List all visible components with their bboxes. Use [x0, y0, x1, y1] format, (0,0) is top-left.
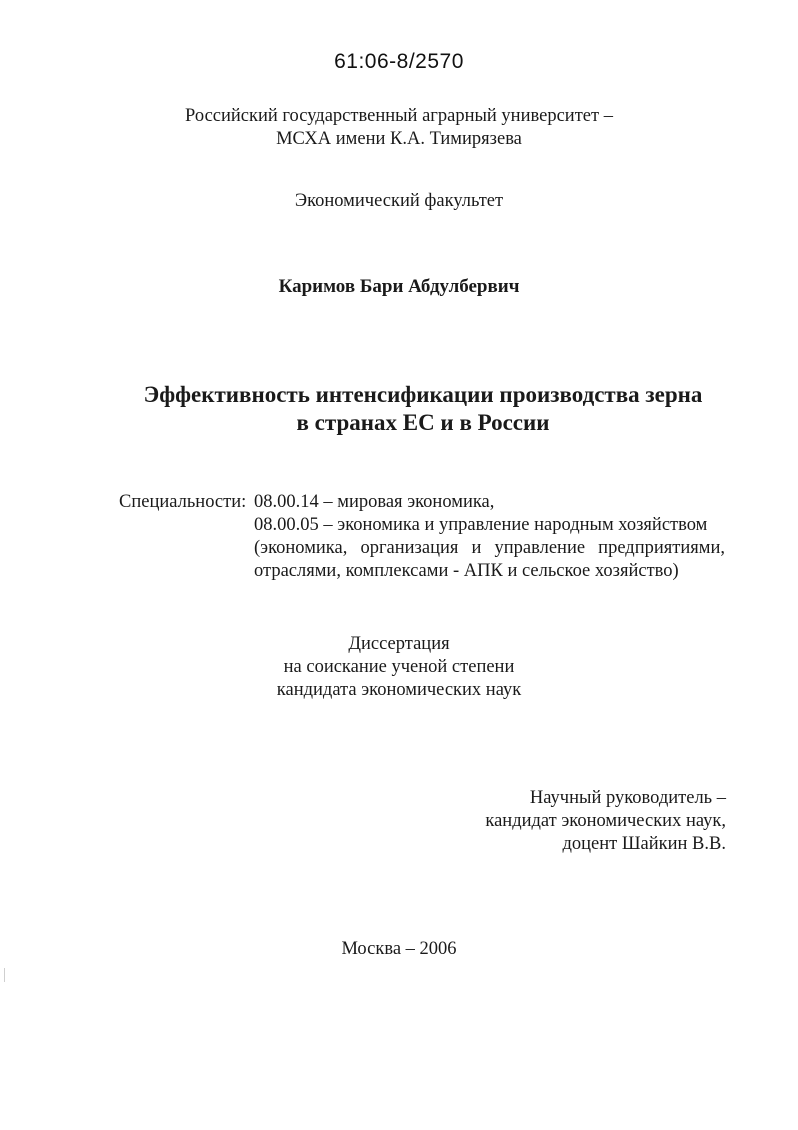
- scan-edge-mark: [4, 968, 5, 982]
- faculty-name: Экономический факультет: [294, 191, 504, 211]
- dissertation-degree-line-1: на соискание ученой степени: [283, 657, 515, 677]
- university-name-line-2: МСХА имени К.А. Тимирязева: [276, 129, 522, 149]
- specialty-line-3: (экономика, организация и управление предприятиями,: [254, 538, 725, 558]
- author-name: Каримов Бари Абдулбервич: [278, 276, 520, 297]
- city-year: Москва – 2006: [341, 939, 457, 959]
- supervisor-heading: Научный руководитель –: [529, 788, 726, 808]
- university-name-line-1: Российский государственный аграрный университет –: [185, 106, 613, 126]
- dissertation-heading: Диссертация: [348, 634, 450, 654]
- supervisor-name: доцент Шайкин В.В.: [562, 834, 726, 854]
- dissertation-degree-line-2: кандидата экономических наук: [276, 680, 522, 700]
- archive-stamp: 61:06-8/2570: [334, 50, 464, 73]
- specialty-line-4: отраслями, комплексами - АПК и сельское хозяйство): [254, 561, 679, 581]
- specialty-line-2: 08.00.05 – экономика и управление народным хозяйством: [254, 515, 708, 535]
- supervisor-degree: кандидат экономических наук,: [485, 811, 726, 831]
- specialties-label: Специальности:: [119, 492, 247, 512]
- thesis-title-line-1: Эффективность интенсификации производства зерна: [143, 382, 703, 407]
- specialty-line-1: 08.00.14 – мировая экономика,: [254, 492, 495, 512]
- thesis-title-line-2: в странах ЕС и в России: [296, 410, 550, 435]
